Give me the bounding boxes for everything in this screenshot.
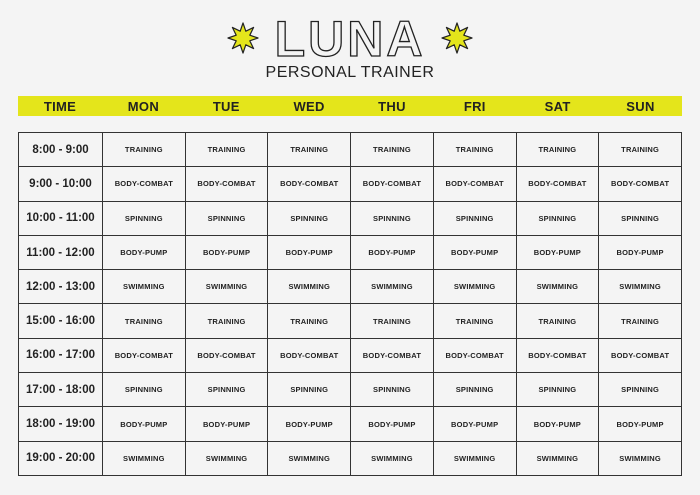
activity-cell-thu: SWIMMING xyxy=(351,270,434,304)
activity-cell-tue: SWIMMING xyxy=(185,270,268,304)
day-header-wed: WED xyxy=(293,98,325,114)
activity-cell-fri: BODY-COMBAT xyxy=(433,167,516,201)
activity-cell-sun: SWIMMING xyxy=(599,270,682,304)
table-row xyxy=(19,270,682,304)
time-slot: 11:00 - 12:00 xyxy=(19,235,103,269)
activity-cell-fri: SPINNING xyxy=(433,373,516,407)
day-header-sat: SAT xyxy=(544,98,571,114)
activity-cell-mon: BODY-COMBAT xyxy=(103,167,186,201)
activity-cell-sat: SPINNING xyxy=(516,201,599,235)
activity-cell-tue: BODY-PUMP xyxy=(185,407,268,441)
activity-cell-thu: BODY-COMBAT xyxy=(351,338,434,372)
day-header-sun: SUN xyxy=(626,98,655,114)
day-header-fri: FRI xyxy=(463,98,486,114)
table-row xyxy=(19,407,682,441)
logo-text: LUNA xyxy=(274,14,426,62)
time-slot: 19:00 - 20:00 xyxy=(19,441,103,475)
activity-cell-sat: BODY-COMBAT xyxy=(516,167,599,201)
time-slot: 10:00 - 11:00 xyxy=(19,201,103,235)
table-row xyxy=(19,235,682,269)
activity-cell-wed: SWIMMING xyxy=(268,270,351,304)
table-row xyxy=(19,201,682,235)
activity-cell-sat: BODY-COMBAT xyxy=(516,338,599,372)
star-icon xyxy=(227,22,259,54)
activity-cell-thu: TRAINING xyxy=(351,304,434,338)
activity-cell-fri: SWIMMING xyxy=(433,441,516,475)
table-row xyxy=(19,338,682,372)
activity-cell-sat: TRAINING xyxy=(516,304,599,338)
table-row xyxy=(19,304,682,338)
activity-cell-sat: BODY-PUMP xyxy=(516,235,599,269)
logo-row xyxy=(0,14,700,62)
header xyxy=(0,0,700,92)
activity-cell-thu: BODY-PUMP xyxy=(351,407,434,441)
activity-cell-tue: BODY-COMBAT xyxy=(185,167,268,201)
activity-cell-tue: TRAINING xyxy=(185,304,268,338)
logo xyxy=(267,14,433,62)
activity-cell-thu: SPINNING xyxy=(351,373,434,407)
activity-cell-tue: BODY-COMBAT xyxy=(185,338,268,372)
activity-cell-thu: BODY-COMBAT xyxy=(351,167,434,201)
activity-cell-fri: BODY-PUMP xyxy=(433,407,516,441)
time-slot: 16:00 - 17:00 xyxy=(19,338,103,372)
schedule-table xyxy=(18,132,682,476)
activity-cell-wed: SPINNING xyxy=(268,201,351,235)
time-slot: 15:00 - 16:00 xyxy=(19,304,103,338)
activity-cell-sat: SWIMMING xyxy=(516,270,599,304)
time-slot: 8:00 - 9:00 xyxy=(19,133,103,167)
activity-cell-mon: TRAINING xyxy=(103,133,186,167)
activity-cell-sun: TRAINING xyxy=(599,304,682,338)
activity-cell-mon: SPINNING xyxy=(103,201,186,235)
activity-cell-fri: SWIMMING xyxy=(433,270,516,304)
activity-cell-fri: SPINNING xyxy=(433,201,516,235)
activity-cell-wed: BODY-COMBAT xyxy=(268,167,351,201)
activity-cell-sun: BODY-COMBAT xyxy=(599,167,682,201)
activity-cell-sun: BODY-COMBAT xyxy=(599,338,682,372)
activity-cell-tue: BODY-PUMP xyxy=(185,235,268,269)
activity-cell-fri: BODY-COMBAT xyxy=(433,338,516,372)
table-row xyxy=(19,441,682,475)
activity-cell-wed: BODY-COMBAT xyxy=(268,338,351,372)
activity-cell-tue: TRAINING xyxy=(185,133,268,167)
activity-cell-mon: SWIMMING xyxy=(103,270,186,304)
time-slot: 9:00 - 10:00 xyxy=(19,167,103,201)
activity-cell-wed: SWIMMING xyxy=(268,441,351,475)
activity-cell-sat: SWIMMING xyxy=(516,441,599,475)
day-header-time: TIME xyxy=(43,98,77,114)
day-header-tue: TUE xyxy=(212,98,240,114)
table-row xyxy=(19,373,682,407)
activity-cell-sun: BODY-PUMP xyxy=(599,407,682,441)
activity-cell-sun: SPINNING xyxy=(599,201,682,235)
activity-cell-sat: SPINNING xyxy=(516,373,599,407)
activity-cell-thu: SWIMMING xyxy=(351,441,434,475)
activity-cell-mon: BODY-PUMP xyxy=(103,235,186,269)
activity-cell-tue: SPINNING xyxy=(185,373,268,407)
activity-cell-thu: TRAINING xyxy=(351,133,434,167)
activity-cell-wed: BODY-PUMP xyxy=(268,235,351,269)
time-slot: 12:00 - 13:00 xyxy=(19,270,103,304)
time-slot: 17:00 - 18:00 xyxy=(19,373,103,407)
activity-cell-wed: TRAINING xyxy=(268,133,351,167)
activity-cell-tue: SPINNING xyxy=(185,201,268,235)
activity-cell-fri: BODY-PUMP xyxy=(433,235,516,269)
activity-cell-sun: BODY-PUMP xyxy=(599,235,682,269)
day-header-mon: MON xyxy=(127,98,160,114)
activity-cell-tue: SWIMMING xyxy=(185,441,268,475)
table-row xyxy=(19,167,682,201)
activity-cell-sun: SWIMMING xyxy=(599,441,682,475)
time-slot: 18:00 - 19:00 xyxy=(19,407,103,441)
activity-cell-mon: BODY-PUMP xyxy=(103,407,186,441)
activity-cell-mon: BODY-COMBAT xyxy=(103,338,186,372)
activity-cell-mon: TRAINING xyxy=(103,304,186,338)
activity-cell-wed: BODY-PUMP xyxy=(268,407,351,441)
star-icon xyxy=(441,22,473,54)
activity-cell-wed: SPINNING xyxy=(268,373,351,407)
activity-cell-sun: SPINNING xyxy=(599,373,682,407)
subtitle: PERSONAL TRAINER xyxy=(265,64,435,81)
day-header-thu: THU xyxy=(378,98,406,114)
activity-cell-wed: TRAINING xyxy=(268,304,351,338)
activity-cell-thu: BODY-PUMP xyxy=(351,235,434,269)
days-header-bar xyxy=(18,96,682,116)
table-row xyxy=(19,133,682,167)
activity-cell-sat: BODY-PUMP xyxy=(516,407,599,441)
activity-cell-mon: SPINNING xyxy=(103,373,186,407)
activity-cell-sun: TRAINING xyxy=(599,133,682,167)
activity-cell-sat: TRAINING xyxy=(516,133,599,167)
activity-cell-fri: TRAINING xyxy=(433,133,516,167)
activity-cell-fri: TRAINING xyxy=(433,304,516,338)
activity-cell-mon: SWIMMING xyxy=(103,441,186,475)
activity-cell-thu: SPINNING xyxy=(351,201,434,235)
